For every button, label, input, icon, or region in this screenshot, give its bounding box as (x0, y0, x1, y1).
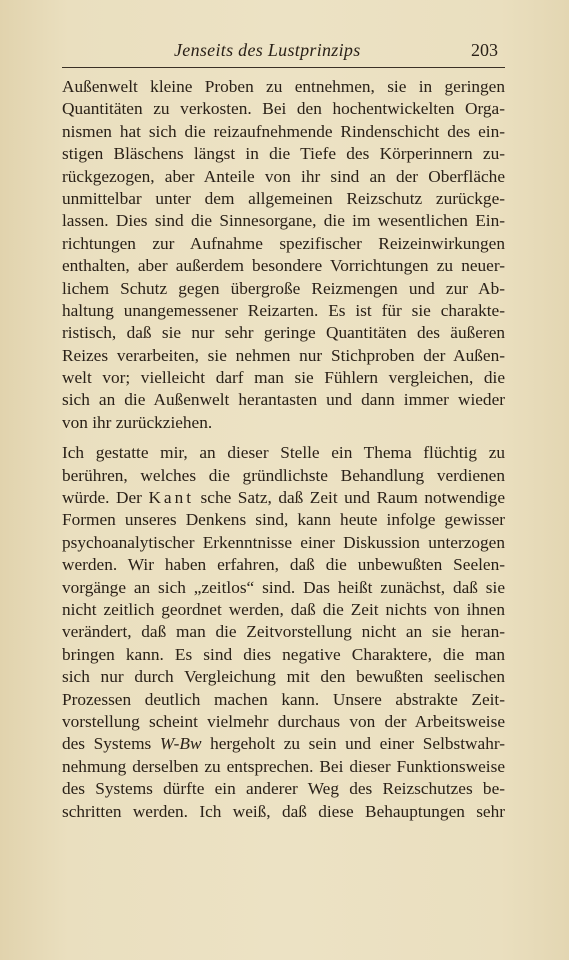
text-line (62, 442, 505, 464)
text-line: richtungen zur Aufnahme spezifischer Reizeinwirkungen (62, 233, 505, 253)
text-line: stigen Bläschens längst in die Tiefe des Körperinnern zu- (62, 144, 505, 164)
text-line: sich an die Außenwelt herantasten und dann immer wieder (62, 390, 505, 410)
text-line: Prozessen deutlich machen kann. Unsere abstrakte Zeit- (62, 689, 505, 709)
text-line: bringen kann. Es sind dies negative Charaktere, die man (62, 644, 505, 664)
text-line (62, 733, 505, 755)
text-line: vorgänge an sich „zeitlos“ sind. Das heißt zunächst, daß sie (62, 577, 505, 597)
page-number: 203 (471, 40, 498, 60)
text-line: nehmung derselben zu entsprechen. Bei dieser Funktionsweise (62, 756, 505, 776)
text-line: lassen. Dies sind die Sinnesorgane, die im wesentlichen Ein- (62, 211, 505, 231)
text-line: haltung unangemessener Reizarten. Es ist für sie charakte- (62, 300, 505, 320)
paragraph-gap (62, 434, 505, 442)
text-line: von ihr zurückziehen. (62, 412, 213, 432)
text-line: welt vor; vielleicht darf man sie Fühlern vergleichen, die (62, 368, 505, 388)
first-line: Ich gestatte mir, an dieser Stelle ein Thema flüchtig zu (62, 443, 505, 463)
line-part: sche Satz, daß Zeit und Raum notwendige (200, 488, 505, 508)
emphasized-name: Kant (148, 488, 195, 508)
line-part: würde. Der (62, 488, 149, 508)
paragraph-2 (62, 442, 505, 823)
text-line: sich nur durch Vergleichung mit den bewußten seelischen (62, 667, 505, 687)
text-line: Außenwelt kleine Proben zu entnehmen, sie in geringen (62, 77, 505, 96)
header-rule (62, 67, 505, 68)
running-head (62, 40, 502, 70)
line-part: des Systems (62, 734, 160, 754)
text-line: nismen hat sich die reizaufnehmende Rindenschicht des ein- (62, 121, 505, 141)
text-line: psychoanalytischer Erkenntnisse einer Diskussion unterzogen (62, 532, 505, 552)
text-line: vorstellung scheint vielmehr durchaus von der Arbeitsweise (62, 711, 505, 731)
text-line: werden. Wir haben erfahren, daß die unbewußten Seelen- (62, 555, 505, 575)
text-line: enthalten, aber außerdem besondere Vorrichtungen zu neuer- (62, 256, 505, 276)
body-text (62, 76, 505, 823)
text-line: lichem Schutz gegen übergroße Reizmengen und zur Ab- (62, 278, 505, 298)
text-line: Formen unseres Denkens sind, kann heute infolge gewisser (62, 510, 505, 530)
text-line: ristisch, daß sie nur sehr geringe Quantitäten des äußeren (62, 323, 505, 343)
text-line (62, 487, 505, 509)
text-line: Quantitäten zu verkosten. Bei den hochentwickelten Orga- (62, 99, 505, 119)
text-line: verändert, daß man die Zeitvorstellung nicht an sie heran- (62, 622, 505, 642)
text-line: unmittelbar unter dem allgemeinen Reizschutz zurückge- (62, 188, 505, 208)
text-line: Reizes verarbeiten, sie nehmen nur Stichproben der Außen- (62, 345, 505, 365)
italic-term: W-Bw (159, 734, 202, 754)
running-head-title: Jenseits des Lustprinzips (174, 40, 361, 60)
text-line: schritten werden. Ich weiß, daß diese Behauptungen sehr (62, 801, 505, 821)
text-line: des Systems dürfte ein anderer Weg des Reizschutzes be- (62, 779, 505, 799)
paragraph-1 (62, 76, 505, 434)
line-part: hergeholt zu sein und einer Selbstwahr- (201, 734, 505, 754)
text-line: nicht zeitlich geordnet werden, daß die Zeit nichts von ihnen (62, 599, 505, 619)
text-line: rückgezogen, aber Anteile von ihr sind an der Oberfläche (62, 166, 505, 186)
text-line: berühren, welches die gründlichste Behandlung verdienen (62, 465, 505, 485)
